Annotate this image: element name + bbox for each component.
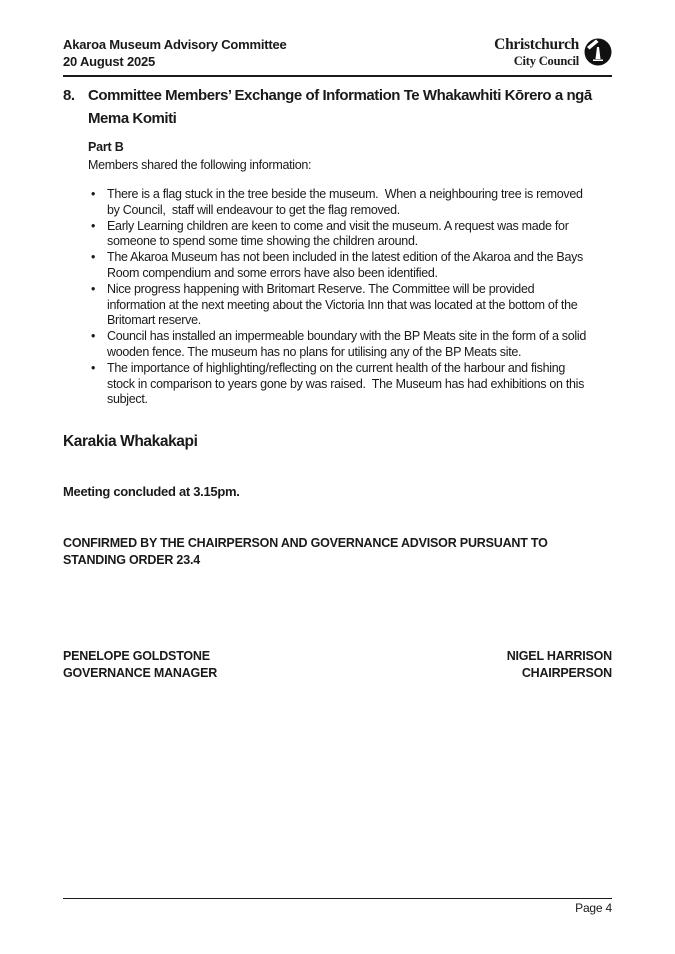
- document-body: [63, 84, 612, 569]
- bullet-item: • There is a flag stuck in the tree beside the museum. When a neighbouring tree is removed by Council, staff will endeavour to get the flag removed.: [88, 187, 588, 219]
- part-label: Part B: [88, 140, 124, 154]
- logo-line2: City Council: [513, 53, 579, 68]
- bullet-item: • Nice progress happening with Britomart Reserve. The Committee will be provided information at the next meeting about the Victoria Inn that was located at the bottom of the Britomart reserve.: [88, 282, 588, 329]
- signatory-name: NIGEL HARRISON: [506, 649, 612, 663]
- meeting-date: 20 August 2025: [63, 54, 156, 69]
- bullet-item: • Early Learning children are keen to come and visit the museum. A request was made for someone to spend some time showing the children around.: [88, 219, 588, 251]
- intro-text: Members shared the following information:: [88, 158, 312, 172]
- section-body: [88, 139, 612, 408]
- information-bullet-list: [88, 187, 612, 408]
- signature-left: [63, 648, 217, 682]
- signatory-role: GOVERNANCE MANAGER: [63, 666, 218, 680]
- signature-block: [63, 648, 612, 682]
- council-logo-text: [494, 37, 579, 67]
- document-header: [63, 36, 612, 77]
- document-footer: [63, 898, 612, 915]
- meeting-concluded-line: Meeting concluded at 3.15pm.: [63, 484, 240, 500]
- bullet-item: • The importance of highlighting/reflecting on the current health of the harbour and fishing stock in comparison to years gone by was raised. The Museum has had exhibitions on this subject.: [88, 361, 588, 408]
- section-heading: Committee Members’ Exchange of Information Te Whakawhiti Kōrero a ngā Mema Komiti: [88, 87, 592, 127]
- signatory-role: CHAIRPERSON: [521, 666, 612, 680]
- page-number: Page 4: [575, 901, 612, 915]
- karakia-heading: Karakia Whakakapi: [63, 433, 198, 451]
- committee-name: Akaroa Museum Advisory Committee: [63, 37, 287, 52]
- header-titles: [63, 36, 287, 70]
- signature-right: [507, 648, 612, 682]
- section-number: 8.: [63, 87, 75, 104]
- council-emblem-icon: [584, 38, 612, 66]
- signatory-name: PENELOPE GOLDSTONE: [63, 649, 210, 663]
- confirmation-statement: CONFIRMED BY THE CHAIRPERSON AND GOVERNANCE ADVISOR PURSUANT TO STANDING ORDER 23.4: [63, 536, 548, 568]
- bullet-item: • The Akaroa Museum has not been included in the latest edition of the Akaroa and the Bays Room compendium and some errors have also been identified.: [88, 250, 588, 282]
- bullet-item: • Council has installed an impermeable boundary with the BP Meats site in the form of a solid wooden fence. The museum has no plans for utilising any of the BP Meats site.: [88, 329, 588, 361]
- logo-line1: Christchurch: [494, 36, 579, 53]
- council-logo: [494, 37, 612, 67]
- section-heading-row: [63, 84, 612, 130]
